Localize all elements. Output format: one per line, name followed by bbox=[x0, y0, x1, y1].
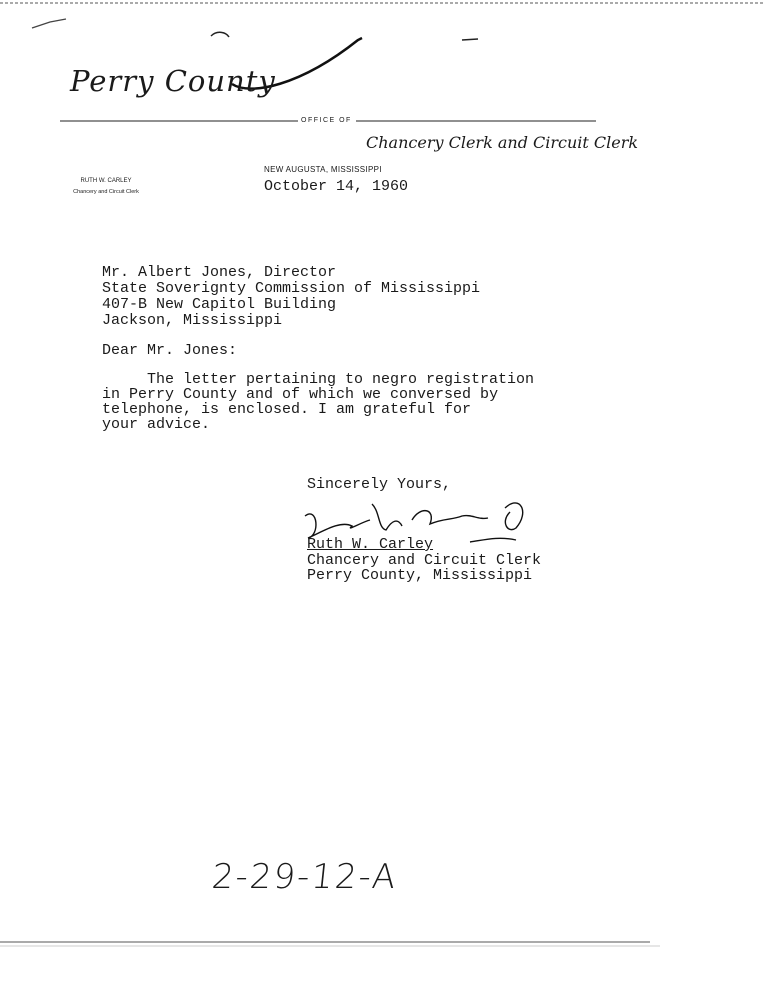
letterhead-clerk-title: Chancery and Circuit Clerk bbox=[73, 189, 139, 195]
recipient-line: State Soverignty Commission of Mississippi bbox=[102, 280, 481, 297]
body-line: The letter pertaining to negro registration bbox=[147, 371, 535, 388]
letter-date: October 14, 1960 bbox=[264, 178, 409, 195]
letterhead-clerk-name: RUTH W. CARLEY bbox=[80, 178, 132, 184]
letterhead-city: NEW AUGUSTA, MISSISSIPPI bbox=[264, 165, 382, 174]
body-line: in Perry County and of which we conversed by bbox=[102, 386, 499, 403]
body-line: your advice. bbox=[102, 416, 211, 433]
recipient-line: Mr. Albert Jones, Director bbox=[102, 264, 337, 281]
office-of-label: OFFICE OF bbox=[298, 117, 355, 124]
closing: Sincerely Yours, bbox=[307, 476, 452, 493]
body-line: telephone, is enclosed. I am grateful for bbox=[102, 401, 472, 418]
signer-name: Ruth W. Carley bbox=[307, 536, 434, 553]
handwritten-file-number: 2-29-12-A bbox=[209, 857, 400, 897]
office-title: Chancery Clerk and Circuit Clerk bbox=[366, 133, 639, 152]
recipient-line: Jackson, Mississippi bbox=[102, 312, 283, 329]
signer-location: Perry County, Mississippi bbox=[307, 567, 533, 584]
county-letterhead: Perry County bbox=[70, 64, 276, 98]
salutation: Dear Mr. Jones: bbox=[102, 342, 238, 359]
recipient-line: 407-B New Capitol Building bbox=[102, 296, 337, 313]
letterhead-arc-mark bbox=[211, 32, 229, 37]
top-left-pen-mark bbox=[32, 19, 66, 28]
letterhead-dash-mark bbox=[462, 39, 478, 40]
signer-title: Chancery and Circuit Clerk bbox=[307, 552, 542, 569]
